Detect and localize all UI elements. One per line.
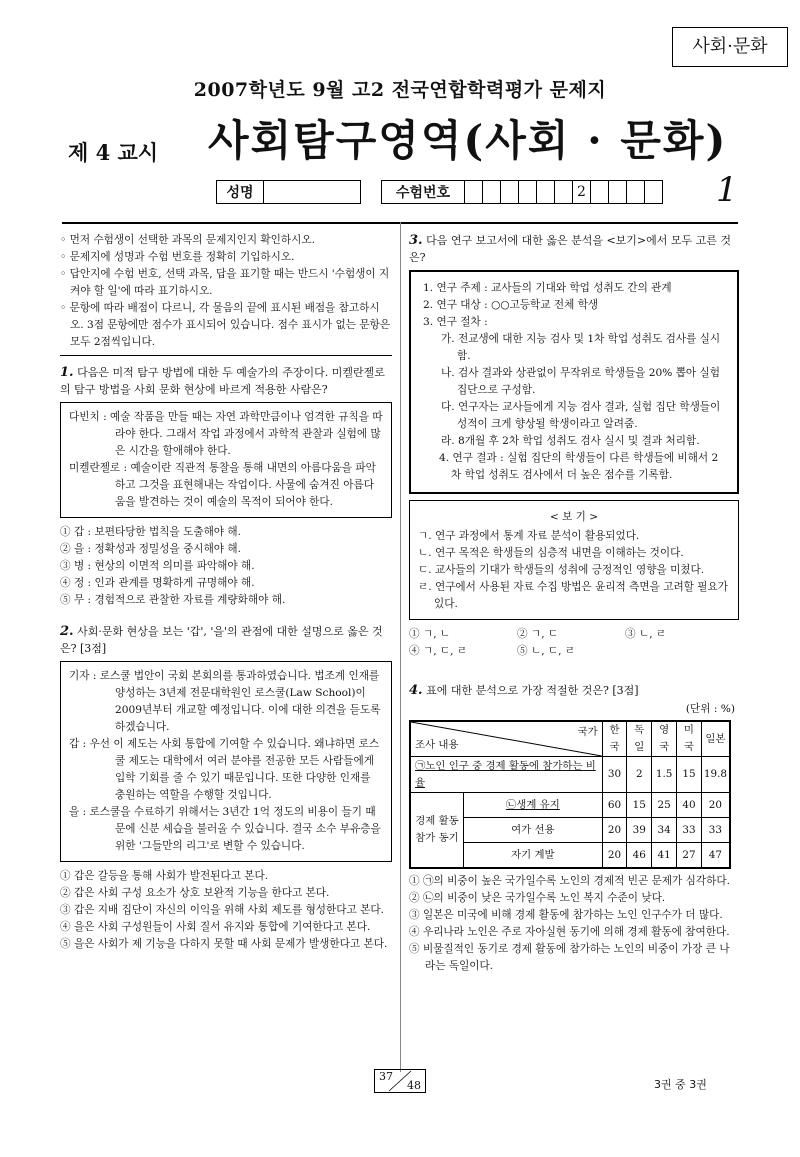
answer-option[interactable]: ④ 정 : 인과 관계를 명확하게 규명해야 해. xyxy=(60,577,255,589)
bogi-item: ㄱ. 연구 과정에서 통계 자료 분석이 활용되었다. xyxy=(418,530,640,542)
table-cell: 40 xyxy=(677,793,702,818)
report-step: 나. 검사 결과와 상관없이 무작위로 학생들을 20% 뽑아 실험 집단으로 구성함. xyxy=(441,367,720,396)
report-step: 라. 8개월 후 2차 학업 성취도 검사 실시 및 결과 처리함. xyxy=(441,435,700,447)
answer-option[interactable]: ③ 병 : 현상의 이면적 의미를 파악해야 해. xyxy=(60,560,255,572)
answer-option[interactable]: ② 을 : 정확성과 정밀성을 중시해야 해. xyxy=(60,543,242,555)
passage-line: 을 : 로스쿨을 수료하기 위해서는 3년간 1억 정도의 비용이 들기 때문에 신분 세습을 불러올 수 있습니다. 결국 소수 부유층을 위한 '그들만의 리그'로 변할 수 있습니다. xyxy=(69,806,381,852)
table-cell: 33 xyxy=(677,818,702,843)
question-number: 4. xyxy=(409,683,423,698)
exam-no-cell[interactable] xyxy=(609,181,627,204)
column-header: 일본 xyxy=(701,721,730,757)
question-1 xyxy=(60,364,392,398)
question-number: 1. xyxy=(60,365,74,380)
exam-no-digit: 2 xyxy=(573,181,591,204)
answer-option[interactable]: ④ 을은 사회 구성원들이 사회 질서 유지와 통합에 기여한다고 본다. xyxy=(60,921,371,933)
table-cell: 20 xyxy=(701,793,730,818)
exam-no-label: 수험번호 xyxy=(382,181,465,204)
table-cell: 39 xyxy=(627,818,652,843)
q2-options xyxy=(60,868,392,953)
exam-no-cell[interactable] xyxy=(501,181,519,204)
question-stem: 표에 대한 분석으로 가장 적절한 것은? [3점] xyxy=(426,684,639,697)
answer-option[interactable]: ① 갑은 갈등을 통해 사회가 발전된다고 본다. xyxy=(60,870,269,882)
row-label: ㉠노인 인구 중 경제 활동에 참가하는 비율 xyxy=(415,759,596,789)
table-cell: 27 xyxy=(677,843,702,869)
bogi-title: < 보 기 > xyxy=(549,511,599,523)
q1-options xyxy=(60,524,392,609)
header-item: 조사 내용 xyxy=(415,739,459,751)
table-cell: 46 xyxy=(627,843,652,869)
table-cell: 47 xyxy=(701,843,730,869)
row-label: ㉡생계 유지 xyxy=(505,798,560,811)
column-header: 미국 xyxy=(677,721,702,757)
header-country: 국가 xyxy=(577,726,598,738)
page-indicator xyxy=(374,1069,426,1093)
answer-option[interactable]: ① ㉠의 비중이 높은 국가일수록 노인의 경제적 빈곤 문제가 심각하다. xyxy=(409,875,730,887)
name-field[interactable] xyxy=(264,181,361,204)
right-column xyxy=(409,232,739,975)
candidate-info-table xyxy=(216,180,663,204)
question-stem: 다음 연구 보고서에 대한 옳은 분석을 <보기>에서 모두 고른 것은? xyxy=(409,234,732,264)
question-3 xyxy=(409,232,739,266)
exam-no-cell[interactable] xyxy=(537,181,555,204)
table-cell: 25 xyxy=(652,793,677,818)
total-pages: 48 xyxy=(407,1079,421,1092)
question-stem: 사회·문화 현상을 보는 '갑', '을'의 관점에 대한 설명으로 옳은 것은? [3점] xyxy=(60,625,383,655)
question-4 xyxy=(409,682,739,699)
row-header xyxy=(410,757,602,793)
bogi-box xyxy=(409,500,739,620)
exam-no-cell[interactable] xyxy=(591,181,609,204)
period-label: 제 4 교시 xyxy=(68,140,159,165)
question-2 xyxy=(60,623,392,657)
exam-title: 2007학년도 9월 고2 전국연합학력평가 문제지 xyxy=(193,79,607,101)
name-label: 성명 xyxy=(217,181,264,204)
current-page: 37 xyxy=(379,1070,393,1083)
answer-option[interactable]: ② 갑은 사회 구성 요소가 상호 보완적 기능을 한다고 본다. xyxy=(60,887,330,899)
row-header: 여가 선용 xyxy=(464,818,603,843)
report-line: 3. 연구 절차 : xyxy=(423,316,488,328)
table-cell: 19.8 xyxy=(701,757,730,793)
page-number: 1 xyxy=(716,170,738,210)
exam-no-cell[interactable] xyxy=(555,181,573,204)
answer-option[interactable]: ⑤ 무 : 경험적으로 관찰한 자료를 계량화해야 해. xyxy=(60,594,286,606)
passage-line: 기자 : 로스쿨 법안이 국회 본회의를 통과하였습니다. 법조계 인재를 양성하는 3년제 전문대학원인 로스쿨(Law School)이 2009년부터 개교할 예정입니다. 이에 대한 의견을 듣도록 하겠습니다. xyxy=(69,670,381,733)
table-cell: 1.5 xyxy=(652,757,677,793)
instructions xyxy=(60,232,392,351)
answer-option[interactable]: ② ㉡의 비중이 낮은 국가일수록 노인 복지 수준이 낮다. xyxy=(409,892,666,904)
unit-label: (단위 : %) xyxy=(685,703,735,715)
exam-no-cell[interactable] xyxy=(465,181,483,204)
answer-option[interactable]: ① ㄱ, ㄴ xyxy=(409,628,451,640)
answer-option[interactable]: ⑤ 비물질적인 동기로 경제 활동에 참가하는 노인의 비중이 가장 큰 나라는 독일이다. xyxy=(409,943,730,972)
group-header: 경제 활동 참가 동기 xyxy=(410,793,464,869)
passage-line: 갑 : 우선 이 제도는 사회 통합에 기여할 수 있습니다. 왜냐하면 로스쿨 제도는 대학에서 여러 분야를 전공한 모든 사람들에게 입학 기회를 줄 수 있기 때문입니다. 또한 다양한 인재를 충원하는 역할을 수행할 것입니다. xyxy=(69,738,380,801)
bogi-item: ㄴ. 연구 목적은 학생들의 심층적 내면을 이해하는 것이다. xyxy=(418,547,684,559)
q4-options xyxy=(409,873,739,975)
question-number: 2. xyxy=(60,624,74,639)
answer-option[interactable]: ③ ㄴ, ㄹ xyxy=(625,628,667,640)
volume-label: 3권 중 3권 xyxy=(654,1078,707,1091)
row-header xyxy=(464,793,603,818)
bogi-item: ㄹ. 연구에서 사용된 자료 수집 방법은 윤리적 측면을 고려할 필요가 있다. xyxy=(418,581,728,610)
report-step: 가. 전교생에 대한 지능 검사 및 1차 학업 성취도 검사를 실시함. xyxy=(441,333,721,362)
answer-option[interactable]: ① 갑 : 보편타당한 법칙을 도출해야 해. xyxy=(60,526,242,538)
answer-option[interactable]: ② ㄱ, ㄷ xyxy=(517,628,559,640)
column-divider xyxy=(400,222,401,1072)
question-number: 3. xyxy=(409,233,423,248)
exam-no-cell[interactable] xyxy=(645,181,663,204)
table-cell: 33 xyxy=(701,818,730,843)
report-line: 4. 연구 결과 : 실험 집단의 학생들이 다른 학생들에 비해서 2차 학업 성취도 검사에서 더 높은 점수를 기록함. xyxy=(439,452,719,481)
passage-line: 다빈치 : 예술 작품을 만들 때는 자연 과학만큼이나 엄격한 규칙을 따라야 한다. 그래서 작업 과정에서 과학적 관찰과 실험에 많은 시간을 할애해야 한다. xyxy=(69,411,383,457)
table-cell: 34 xyxy=(652,818,677,843)
report-line: 1. 연구 주제 : 교사들의 기대와 학업 성취도 간의 관계 xyxy=(423,282,672,294)
answer-option[interactable]: ⑤ 을은 사회가 제 기능을 다하지 못할 때 사회 문제가 발생한다고 본다. xyxy=(60,938,388,950)
answer-option[interactable]: ④ ㄱ, ㄷ, ㄹ xyxy=(409,645,468,657)
question-stem: 다음은 미적 탐구 방법에 대한 두 예술가의 주장이다. 미켈란젤로의 탐구 방법을 사회 문화 현상에 바르게 적용한 사람은? xyxy=(60,366,385,396)
main-title: 사회탐구영역(사회 · 문화) xyxy=(208,116,728,165)
left-column xyxy=(60,232,392,953)
answer-option[interactable]: ③ 일본은 미국에 비해 경제 활동에 참가하는 노인 인구수가 더 많다. xyxy=(409,909,723,921)
answer-option[interactable]: ③ 갑은 지배 집단이 자신의 이익을 위해 사회 제도를 형성한다고 본다. xyxy=(60,904,384,916)
table-cell: 60 xyxy=(602,793,627,818)
report-step: 다. 연구자는 교사들에게 지능 검사 결과, 실험 집단 학생들이 성적이 크게 향상될 학생이라고 알려줌. xyxy=(441,401,721,430)
table-cell: 15 xyxy=(627,793,652,818)
column-header: 한국 xyxy=(602,721,627,757)
statistics-table xyxy=(409,720,731,869)
answer-option[interactable]: ⑤ ㄴ, ㄷ, ㄹ xyxy=(517,645,576,657)
answer-option[interactable]: ④ 우리나라 노인은 주로 자아실현 동기에 의해 경제 활동에 참여한다. xyxy=(409,926,730,938)
instruction-item: ◦ 문제지에 성명과 수험 번호를 정확히 기입하시오. xyxy=(60,251,295,263)
exam-no-cell[interactable] xyxy=(483,181,501,204)
table-cell: 2 xyxy=(627,757,652,793)
subject-box: 사회·문화 xyxy=(672,27,788,67)
q2-passage-box xyxy=(60,661,392,862)
q3-choices xyxy=(409,626,739,660)
exam-no-cell[interactable] xyxy=(519,181,537,204)
instructions-separator xyxy=(60,355,392,356)
column-header: 독일 xyxy=(627,721,652,757)
instruction-item: ◦ 답안지에 수험 번호, 선택 과목, 답을 표기할 때는 반드시 '수험생이 지켜야 할 일'에 따라 표기하시오. xyxy=(60,268,390,297)
instruction-item: ◦ 먼저 수험생이 선택한 과목의 문제지인지 확인하시오. xyxy=(60,234,315,246)
table-cell: 15 xyxy=(677,757,702,793)
table-cell: 41 xyxy=(652,843,677,869)
passage-line: 미켈란젤로 : 예술이란 직관적 통찰을 통해 내면의 아름다움을 파악하고 그것을 표현해내는 작업이다. 사물에 숨겨진 아름다움을 발견하는 것이 예술의 목적이 되어야 한다. xyxy=(69,462,376,508)
table-cell: 30 xyxy=(602,757,627,793)
report-line: 2. 연구 대상 : ○○고등학교 전체 학생 xyxy=(423,299,599,311)
research-report-box xyxy=(409,270,739,494)
column-header: 영국 xyxy=(652,721,677,757)
exam-no-cell[interactable] xyxy=(627,181,645,204)
instruction-item: ◦ 문항에 따라 배점이 다르니, 각 물음의 끝에 표시된 배점을 참고하시오. 3점 문항에만 점수가 표시되어 있습니다. 점수 표시가 없는 문항은 모두 2점씩입니다. xyxy=(60,302,391,348)
table-cell: 20 xyxy=(602,818,627,843)
bogi-item: ㄷ. 교사들의 기대가 학생들의 성취에 긍정적인 영향을 미쳤다. xyxy=(418,564,705,576)
table-corner-header xyxy=(410,721,602,757)
q1-passage-box xyxy=(60,402,392,518)
table-cell: 20 xyxy=(602,843,627,869)
row-header: 자기 계발 xyxy=(464,843,603,869)
